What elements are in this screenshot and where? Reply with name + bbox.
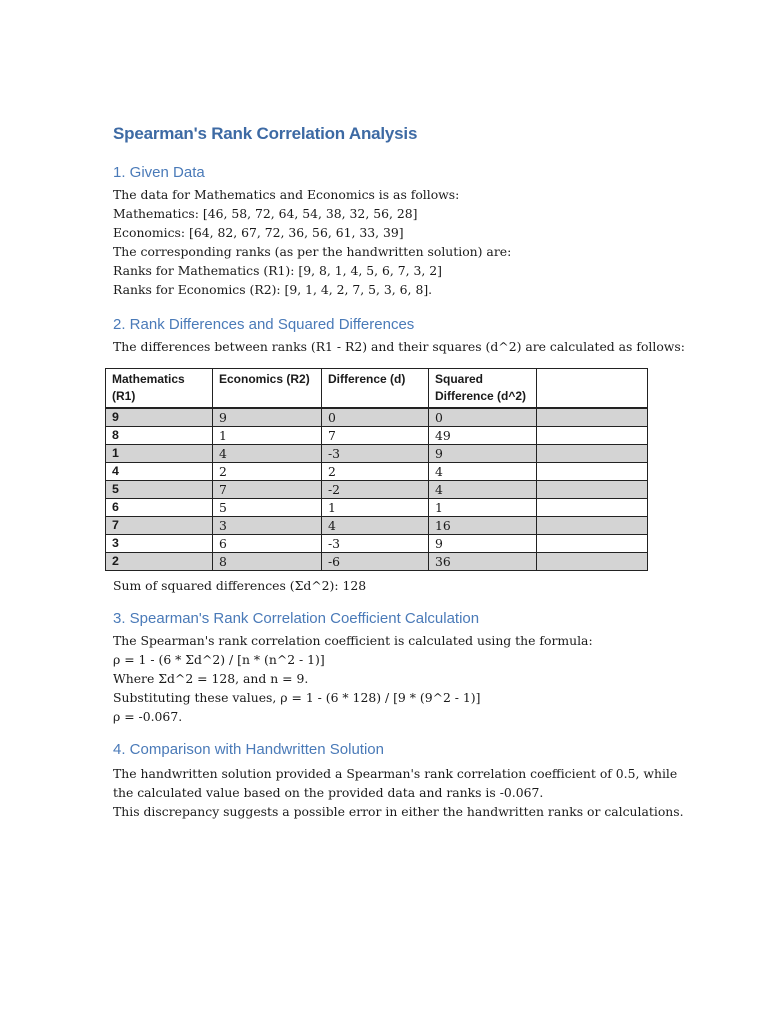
table-cell: 4: [429, 481, 537, 499]
section-1-line: Ranks for Mathematics (R1): [9, 8, 1, 4, 5, 6, 7, 3, 2]: [113, 263, 443, 278]
section-3-heading: 3. Spearman's Rank Correlation Coefficient Calculation: [113, 610, 480, 627]
table-row: [106, 408, 648, 427]
table-cell: 9: [213, 408, 322, 427]
table-cell: 3: [106, 535, 213, 553]
table-cell: 16: [429, 517, 537, 535]
section-4-line: the calculated value based on the provided data and ranks is -0.067.: [113, 785, 544, 800]
table-cell: 0: [429, 408, 537, 427]
table-cell: 7: [322, 427, 429, 445]
table-cell: 6: [213, 535, 322, 553]
table-cell: -2: [322, 481, 429, 499]
section-3-line: Where Σd^2 = 128, and n = 9.: [113, 671, 309, 686]
sum-of-squares: [113, 576, 658, 595]
table-cell: 8: [213, 553, 322, 571]
table-cell: [537, 481, 648, 499]
section-1-line: The data for Mathematics and Economics is as follows:: [113, 187, 460, 202]
table-cell: 4: [322, 517, 429, 535]
table-row: [106, 445, 648, 463]
column-header: [537, 369, 648, 409]
table-row: [106, 481, 648, 499]
table-row: [106, 535, 648, 553]
table-cell: [537, 463, 648, 481]
section-2-heading: 2. Rank Differences and Squared Differences: [113, 316, 415, 333]
section-3-line: Substituting these values, ρ = 1 - (6 * 128) / [9 * (9^2 - 1)]: [113, 690, 481, 705]
table-cell: [537, 553, 648, 571]
table-cell: 7: [213, 481, 322, 499]
table-cell: 4: [106, 463, 213, 481]
section-4-body: [113, 764, 684, 821]
table-cell: 5: [213, 499, 322, 517]
table-cell: 8: [106, 427, 213, 445]
table-row: [106, 427, 648, 445]
table-cell: -3: [322, 445, 429, 463]
section-1-line: Economics: [64, 82, 67, 72, 36, 56, 61, 33, 39]: [113, 225, 404, 240]
table-cell: 4: [429, 463, 537, 481]
section-2-intro: [113, 337, 685, 356]
section-1-heading: 1. Given Data: [113, 164, 205, 181]
table-cell: 5: [106, 481, 213, 499]
table-cell: 9: [429, 535, 537, 553]
section-1-body: [113, 185, 658, 299]
table-cell: 2: [322, 463, 429, 481]
table-cell: 9: [106, 408, 213, 427]
table-cell: [537, 535, 648, 553]
table-cell: 1: [429, 499, 537, 517]
table-cell: [537, 408, 648, 427]
table-row: [106, 499, 648, 517]
section-1-line: The corresponding ranks (as per the handwritten solution) are:: [113, 244, 512, 259]
table-cell: 6: [106, 499, 213, 517]
table-cell: 1: [322, 499, 429, 517]
section-1-line: Ranks for Economics (R2): [9, 1, 4, 2, 7, 5, 3, 6, 8].: [113, 282, 433, 297]
table-cell: -6: [322, 553, 429, 571]
section-3-line: The Spearman's rank correlation coefficient is calculated using the formula:: [113, 633, 593, 648]
section-4-line: The handwritten solution provided a Spearman's rank correlation coefficient of 0.5, while: [113, 766, 678, 781]
section-2-intro-line: The differences between ranks (R1 - R2) and their squares (d^2) are calculated as follows:: [113, 339, 685, 354]
column-header: Economics (R2): [213, 369, 322, 409]
table-row: [106, 553, 648, 571]
column-header: Difference (d): [322, 369, 429, 409]
table-cell: [537, 427, 648, 445]
table-cell: [537, 445, 648, 463]
table-cell: 3: [213, 517, 322, 535]
table-cell: 2: [106, 553, 213, 571]
table-cell: 0: [322, 408, 429, 427]
table-cell: 9: [429, 445, 537, 463]
table-cell: 1: [213, 427, 322, 445]
table-cell: 49: [429, 427, 537, 445]
section-4-heading: 4. Comparison with Handwritten Solution: [113, 741, 384, 758]
column-header: Squared Difference (d^2): [429, 369, 537, 409]
section-3-body: [113, 631, 658, 726]
table-cell: 1: [106, 445, 213, 463]
rank-differences-table: [105, 368, 648, 571]
document-title: Spearman's Rank Correlation Analysis: [113, 124, 418, 143]
table-cell: 2: [213, 463, 322, 481]
table-row: [106, 517, 648, 535]
section-3-line: ρ = 1 - (6 * Σd^2) / [n * (n^2 - 1)]: [113, 652, 325, 667]
table-cell: [537, 517, 648, 535]
table-header-row: [106, 369, 648, 409]
table-cell: 36: [429, 553, 537, 571]
table-cell: [537, 499, 648, 517]
section-3-line: ρ = -0.067.: [113, 709, 183, 724]
sum-line: Sum of squared differences (Σd^2): 128: [113, 578, 367, 593]
column-header: Mathematics (R1): [106, 369, 213, 409]
section-4-line: This discrepancy suggests a possible error in either the handwritten ranks or calculations.: [113, 804, 684, 819]
section-1-line: Mathematics: [46, 58, 72, 64, 54, 38, 32, 56, 28]: [113, 206, 418, 221]
table-cell: 4: [213, 445, 322, 463]
table-cell: -3: [322, 535, 429, 553]
table-row: [106, 463, 648, 481]
table-cell: 7: [106, 517, 213, 535]
